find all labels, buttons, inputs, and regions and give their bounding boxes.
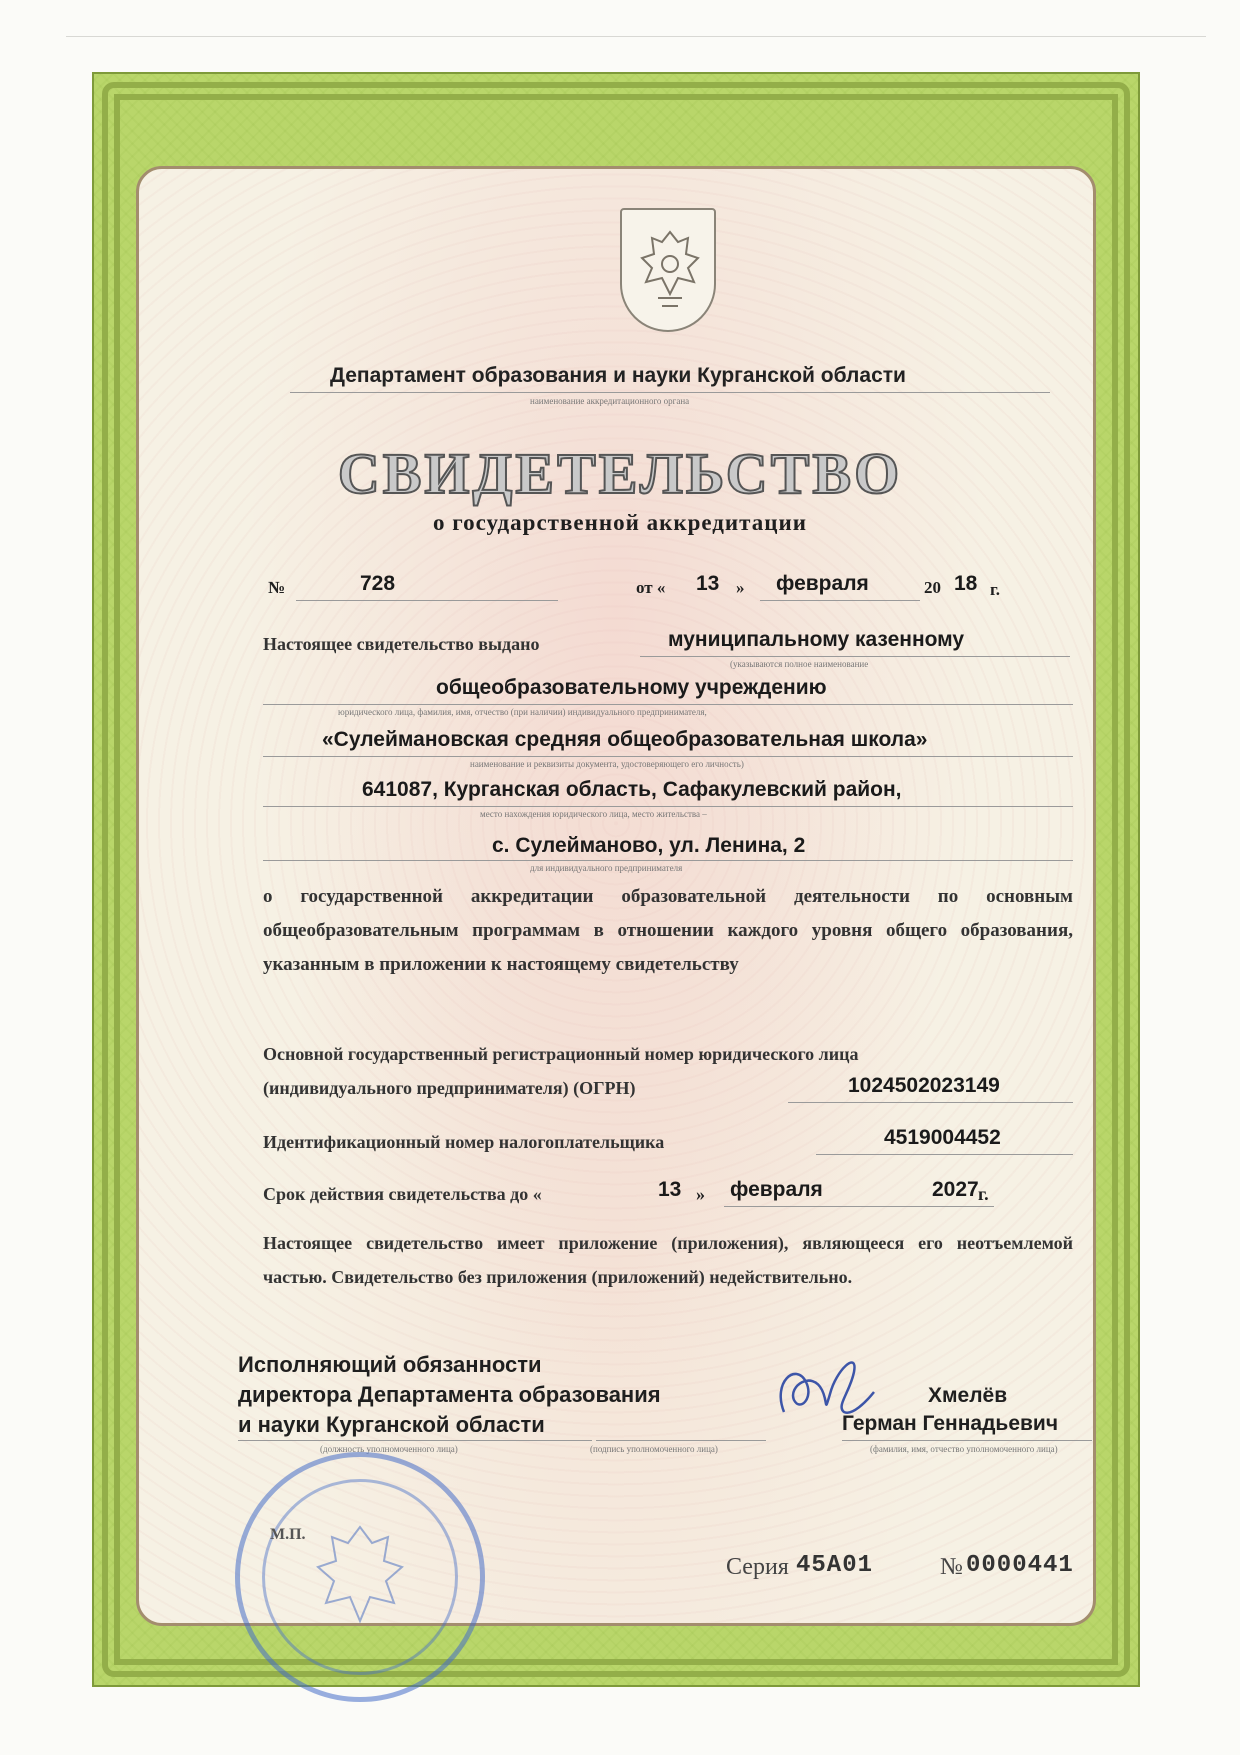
- validity-day: 13: [658, 1178, 682, 1201]
- authority-underline: [290, 392, 1050, 393]
- date-year-prefix: 20: [924, 578, 941, 597]
- issued-underline-3: [263, 756, 1073, 757]
- issued-line-2: общеобразовательному учреждению: [436, 676, 827, 699]
- issued-caption-1: (указываются полное наименование: [730, 659, 869, 669]
- signatory-name: Герман Геннадьевич: [842, 1412, 1059, 1435]
- name-underline: [842, 1440, 1092, 1441]
- validity-underline: [724, 1206, 994, 1207]
- authority-name: Департамент образования и науки Курганской области: [330, 364, 906, 387]
- issued-underline-4: [263, 806, 1073, 807]
- validity-year: 2027: [932, 1178, 979, 1201]
- official-seal: [235, 1452, 485, 1702]
- serial-number-value: 0000441: [966, 1552, 1074, 1579]
- accreditation-text: о государственной аккредитации образовательной деятельности по основным общеобразовательным программам в отношении каждого уровня общего образования, указанным в приложении к настоящему свидетельству: [263, 886, 1073, 975]
- date-month: февраля: [776, 572, 869, 595]
- ogrn-underline: [788, 1102, 1073, 1103]
- scan-edge: [66, 36, 1206, 37]
- position-line-1: Исполняющий обязанности: [238, 1352, 542, 1377]
- serial-label: Серия: [726, 1554, 789, 1580]
- validity-label: Срок действия свидетельства до «: [263, 1184, 542, 1204]
- issued-caption-3: наименование и реквизиты документа, удостоверяющего его личность): [470, 759, 744, 769]
- date-close: »: [736, 578, 745, 597]
- serial-value: 45А01: [796, 1552, 874, 1579]
- date-year-suffix: 18: [954, 572, 978, 595]
- number-underline: [296, 600, 558, 601]
- signature-caption: (подпись уполномоченного лица): [590, 1444, 718, 1454]
- issued-caption-4: место нахождения юридического лица, место жительства –: [480, 809, 707, 819]
- address-line-1: 641087, Курганская область, Сафакулевский район,: [362, 778, 902, 801]
- inn-label: Идентификационный номер налогоплательщика: [263, 1132, 665, 1152]
- date-year-unit: г.: [990, 580, 1001, 599]
- signatory-surname: Хмелёв: [928, 1384, 1008, 1407]
- date-day: 13: [696, 572, 720, 595]
- validity-month: февраля: [730, 1178, 823, 1201]
- issued-underline-1: [640, 656, 1070, 657]
- signature-underline: [596, 1440, 766, 1441]
- issued-underline-2: [263, 704, 1073, 705]
- date-prefix: от «: [636, 578, 666, 597]
- position-caption: (должность уполномоченного лица): [320, 1444, 458, 1454]
- stamp-label: М.П.: [270, 1526, 306, 1543]
- issued-line-1: муниципальному казенному: [668, 628, 965, 651]
- inn-underline: [816, 1154, 1073, 1155]
- issued-caption-2: юридического лица, фамилия, имя, отчество (при наличии) индивидуального предпринимателя,: [338, 707, 707, 717]
- number-label: №: [268, 578, 286, 597]
- school-name: «Сулеймановская средняя общеобразовательная школа»: [322, 728, 928, 751]
- coat-of-arms-emblem: [620, 208, 716, 332]
- certificate-number: 728: [360, 572, 396, 595]
- issued-caption-5: для индивидуального предпринимателя: [530, 863, 683, 873]
- document-title: СВИДЕТЕЛЬСТВО: [337, 441, 903, 506]
- ogrn-value: 1024502023149: [848, 1074, 1000, 1097]
- address-line-2: с. Сулейманово, ул. Ленина, 2: [492, 834, 806, 857]
- name-caption: (фамилия, имя, отчество уполномоченного лица): [870, 1444, 1058, 1454]
- date-underline: [760, 600, 920, 601]
- position-underline: [238, 1440, 592, 1441]
- serial-number-label: №: [940, 1554, 963, 1580]
- ogrn-label-2: (индивидуального предпринимателя) (ОГРН): [263, 1078, 636, 1098]
- document-subtitle: о государственной аккредитации: [432, 510, 808, 535]
- inn-value: 4519004452: [884, 1126, 1001, 1149]
- position-line-3: и науки Курганской области: [238, 1412, 545, 1437]
- issued-underline-5: [263, 860, 1073, 861]
- validity-year-unit: г.: [978, 1184, 989, 1204]
- position-line-2: директора Департамента образования: [238, 1382, 661, 1407]
- validity-close: »: [696, 1184, 705, 1204]
- issued-label: Настоящее свидетельство выдано: [263, 634, 540, 654]
- appendix-text: Настоящее свидетельство имеет приложение (приложения), являющееся его неотъемлемой частью. Свидетельство без приложения (приложений) недействительно.: [263, 1233, 1073, 1287]
- authority-caption: наименование аккредитационного органа: [530, 396, 690, 406]
- ogrn-label-1: Основной государственный регистрационный номер юридического лица: [263, 1044, 859, 1064]
